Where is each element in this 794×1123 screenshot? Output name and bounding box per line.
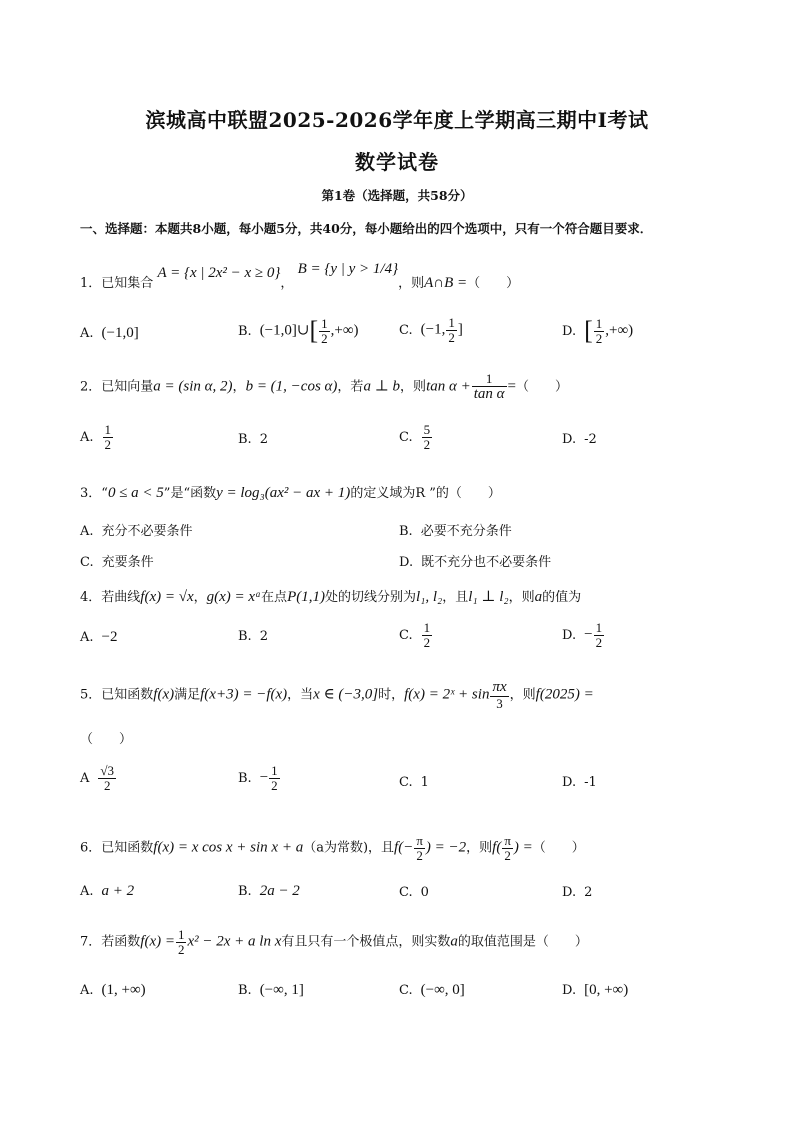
option-value: 0: [420, 885, 429, 900]
frac-den: 2: [448, 329, 455, 345]
q1-option-b[interactable]: B. (−1,0]∪[ $\frac{1}{2}$ ,+∞): [238, 315, 359, 346]
option-value: (−∞, 0]: [420, 982, 465, 998]
q5-text-a: 已知函数: [101, 687, 154, 703]
option-label: C.: [399, 322, 413, 338]
frac-den: 2: [271, 777, 278, 793]
option-value: 1: [420, 775, 429, 790]
option-value: 充要条件: [101, 555, 154, 570]
question-1: [80, 261, 520, 292]
q6-f: f(x) = x cos x + sin x + a: [153, 839, 304, 856]
q1-option-c[interactable]: [399, 316, 463, 344]
q2-vector-a: a = (sin α, 2): [153, 378, 233, 395]
q6-option-c[interactable]: [399, 885, 429, 900]
option-value-left: (−1,: [420, 321, 446, 338]
frac-den: 2: [416, 847, 423, 863]
option-value: 2: [259, 629, 268, 644]
option-value: -2: [584, 432, 597, 447]
option-label: B.: [238, 770, 252, 786]
frac-num: 1: [423, 620, 431, 635]
frac-num: 1: [271, 763, 278, 778]
q2-perp: a ⊥ b: [363, 378, 401, 395]
q2-number: 2．: [80, 379, 102, 395]
option-value: 充分不必要条件: [101, 524, 193, 539]
q3-text-c: 的定义域为R ”的（ ）: [350, 486, 501, 501]
q6-option-a[interactable]: [80, 883, 134, 900]
q3-option-d[interactable]: [399, 551, 551, 570]
q3-text-b: ”是“函数: [163, 486, 217, 501]
q2-vector-b: b = (1, −cos α): [245, 378, 338, 395]
q6-ask-left: f(: [492, 839, 502, 856]
frac-den: 3: [496, 695, 503, 711]
option-label: B.: [399, 524, 413, 539]
q5-text-c: ，当: [287, 687, 314, 703]
option-sign: −: [259, 769, 269, 786]
q4-option-d[interactable]: [562, 621, 605, 649]
option-value: 2a − 2: [259, 883, 300, 899]
q4-sep: ，: [193, 590, 207, 605]
option-label: C.: [399, 627, 413, 643]
question-7: [80, 928, 588, 956]
frac-den: 2: [504, 847, 511, 863]
option-label: D.: [562, 885, 577, 900]
option-value-right: ,+∞): [330, 322, 359, 339]
q5-option-d[interactable]: [562, 775, 597, 790]
q4-number: 4．: [80, 590, 102, 605]
section-heading: 一、选择题：本题共8小题，每小题5分，共40分，每小题给出的四个选项中，只有一个符合题目要求．: [80, 221, 653, 236]
q5-option-a[interactable]: [80, 764, 117, 792]
option-label: A.: [80, 630, 94, 645]
q7-option-b[interactable]: [238, 982, 304, 999]
q7-option-a[interactable]: [80, 982, 146, 999]
frac-num: √3: [100, 763, 115, 778]
q3-option-c[interactable]: [80, 551, 154, 570]
option-value: a + 2: [101, 883, 135, 899]
q5-option-b[interactable]: [238, 764, 281, 792]
option-label: C.: [399, 429, 413, 445]
q7-option-c[interactable]: [399, 982, 465, 999]
q1-set-a: A = {x | 2x² − x ≥ 0}: [157, 265, 281, 281]
q5-bracket: （ ）: [80, 732, 133, 747]
q1-sep: ，: [280, 276, 294, 291]
q7-option-d[interactable]: [562, 982, 628, 999]
option-value: 2: [584, 885, 593, 900]
frac-num: π: [416, 833, 423, 848]
q7-text-b: 有且只有一个极值点，则实数: [281, 934, 451, 950]
q4-text-c: 处的切线分别为: [324, 590, 416, 605]
option-value: 必要不充分条件: [420, 524, 512, 539]
q4-text-e: ，则: [508, 590, 535, 605]
frac-den: 2: [423, 634, 431, 650]
q4-text-d: ，且: [442, 590, 469, 605]
q6-given-right: ) = −2: [425, 839, 467, 856]
q1-text-b: ，则: [398, 276, 425, 291]
frac-den: 2: [595, 330, 603, 346]
q4-var: a: [534, 589, 543, 605]
q7-text-a: 若函数: [101, 934, 141, 950]
option-value: (−∞, 1]: [259, 982, 304, 998]
option-label: A.: [80, 983, 94, 998]
option-label: C.: [80, 555, 94, 570]
q5-definition: f(x) = 2ˣ + sin: [404, 686, 490, 703]
frac-den: 2: [103, 777, 111, 793]
option-label: A.: [80, 429, 94, 445]
q3-option-a[interactable]: [80, 520, 193, 539]
option-label: D.: [562, 775, 577, 790]
q5-domain: x ∈ (−3,0]: [313, 686, 379, 703]
q3-number: 3．: [80, 486, 102, 501]
frac-num: 1: [104, 422, 112, 437]
q6-text-a: 已知函数: [101, 840, 154, 856]
option-label: C.: [399, 983, 413, 998]
q7-number: 7．: [80, 934, 102, 950]
q6-bracket: （ ）: [532, 840, 585, 856]
frac-den: 2: [321, 330, 328, 346]
q1-bracket: （ ）: [467, 276, 520, 291]
q1-option-d[interactable]: D. [ $\frac{1}{2}$ ,+∞): [562, 315, 634, 346]
option-value: −2: [101, 629, 118, 645]
q5-relation: f(x+3) = −f(x): [200, 686, 288, 703]
q6-option-b[interactable]: [238, 883, 300, 900]
q7-var: a: [450, 933, 458, 950]
q1-set-b: B = {y | y > 1/4}: [297, 261, 399, 277]
option-label: C.: [399, 885, 413, 900]
q7-text-c: 的取值范围是（ ）: [457, 934, 588, 950]
q2-text: 已知向量: [101, 379, 154, 395]
q4-option-c[interactable]: [399, 621, 433, 649]
option-value: -1: [584, 775, 597, 790]
q3-function: y = log₃(ax² − ax + 1): [216, 485, 351, 501]
frac-den: 2: [104, 436, 112, 452]
frac-num: 1: [472, 372, 507, 387]
question-6: [80, 834, 585, 862]
option-label: A.: [80, 326, 94, 341]
q7-f-right: x² − 2x + a ln x: [187, 933, 282, 950]
q2-option-a[interactable]: [80, 423, 114, 451]
q1-text: 已知集合: [101, 276, 154, 291]
option-label: B.: [238, 323, 252, 339]
q3-condition: 0 ≤ a < 5: [107, 485, 164, 501]
option-label: B.: [238, 884, 252, 899]
q6-text-c: ，则: [466, 840, 493, 856]
option-label: A.: [80, 884, 94, 899]
q3-option-b[interactable]: [399, 520, 512, 539]
q1-number: 1．: [80, 276, 102, 291]
option-value: 2: [259, 432, 268, 447]
q1-option-a[interactable]: [80, 325, 139, 342]
frac-num: 1: [321, 315, 328, 331]
q6-number: 6．: [80, 840, 102, 856]
q5-text-b: 满足: [174, 687, 201, 703]
q6-option-d[interactable]: [562, 885, 592, 900]
exam-title: 滨城高中联盟2025-2026学年度上学期高三期中Ⅰ考试: [145, 108, 649, 132]
option-label: B.: [238, 983, 252, 998]
option-label: C.: [399, 775, 413, 790]
q4-f: f(x) = √x: [140, 589, 194, 605]
q4-text-a: 若曲线: [101, 590, 141, 605]
option-label: A: [80, 770, 90, 786]
option-label: D.: [562, 983, 577, 998]
frac-den: 2: [595, 634, 603, 650]
q4-lines: l₁, l₂: [415, 589, 443, 605]
q4-text-b: 在点: [261, 590, 288, 605]
q6-text-b: （a为常数)，且: [303, 840, 395, 856]
q2-bracket: （ ）: [516, 379, 569, 395]
question-3: [80, 482, 501, 502]
option-label: B.: [238, 629, 252, 644]
option-value-left: (−1,0]∪: [259, 322, 310, 339]
q2-option-c[interactable]: [399, 423, 433, 451]
q2-option-d[interactable]: [562, 432, 597, 447]
question-5: [80, 680, 594, 710]
option-sign: −: [584, 626, 593, 643]
exam-subject: 数学试卷: [355, 150, 439, 174]
q4-option-b[interactable]: [238, 629, 268, 644]
option-value: [0, +∞): [584, 982, 629, 998]
q5-ask: f(2025) =: [535, 686, 594, 703]
option-value: 既不充分也不必要条件: [421, 555, 552, 570]
frac-den: 2: [423, 436, 431, 452]
question-2: [80, 372, 568, 402]
frac-num: πx: [492, 679, 507, 695]
frac-den: 2: [177, 941, 185, 957]
q2-text-b: ，若: [337, 379, 364, 395]
q2-text-c: ，则: [400, 379, 427, 395]
q5-bracket-line: [80, 728, 132, 747]
option-value: (−1,0]: [101, 325, 139, 341]
q5-number: 5．: [80, 687, 102, 703]
q6-ask-right: ) =: [513, 839, 533, 856]
frac-num: π: [504, 833, 511, 848]
option-value: (1, +∞): [101, 982, 146, 998]
q4-point: P(1,1): [287, 589, 325, 605]
q2-eq: =: [507, 378, 516, 395]
volume-heading: 第1卷（选择题，共58分）: [321, 188, 473, 203]
frac-num: 1: [595, 620, 603, 635]
option-label: D.: [562, 627, 577, 643]
q4-text-f: 的值为: [542, 590, 582, 605]
q4-g: g(x) = xᵃ: [206, 589, 262, 605]
q5-text-d: 时，: [378, 687, 405, 703]
frac-num: 1: [177, 927, 185, 942]
q4-perp: l₁ ⊥ l₂: [468, 589, 509, 605]
option-label: B.: [238, 432, 252, 447]
frac-num: 5: [423, 422, 431, 437]
option-label: D.: [562, 323, 577, 339]
q7-f-left: f(x) =: [140, 933, 175, 950]
question-4: [80, 586, 581, 606]
q6-given-left: f(−: [394, 839, 414, 856]
q5-option-c[interactable]: [399, 775, 429, 790]
option-value-right: ]: [457, 321, 463, 338]
option-label: D.: [562, 432, 577, 447]
q1-ask: A∩B =: [424, 275, 468, 291]
q5-f: f(x): [153, 686, 175, 703]
option-label: A.: [80, 524, 94, 539]
frac-num: 1: [448, 315, 455, 330]
q3-text-a: “: [101, 486, 108, 501]
option-value-right: ,+∞): [605, 322, 634, 339]
q4-option-a[interactable]: [80, 629, 118, 646]
q2-expr: tan α +: [426, 378, 471, 395]
q5-text-e: ，则: [509, 687, 536, 703]
option-label: D.: [399, 555, 414, 570]
frac-den: tan α: [473, 385, 505, 402]
frac-num: 1: [595, 315, 603, 331]
q2-sep: ，: [232, 379, 246, 395]
q2-option-b[interactable]: [238, 432, 268, 447]
